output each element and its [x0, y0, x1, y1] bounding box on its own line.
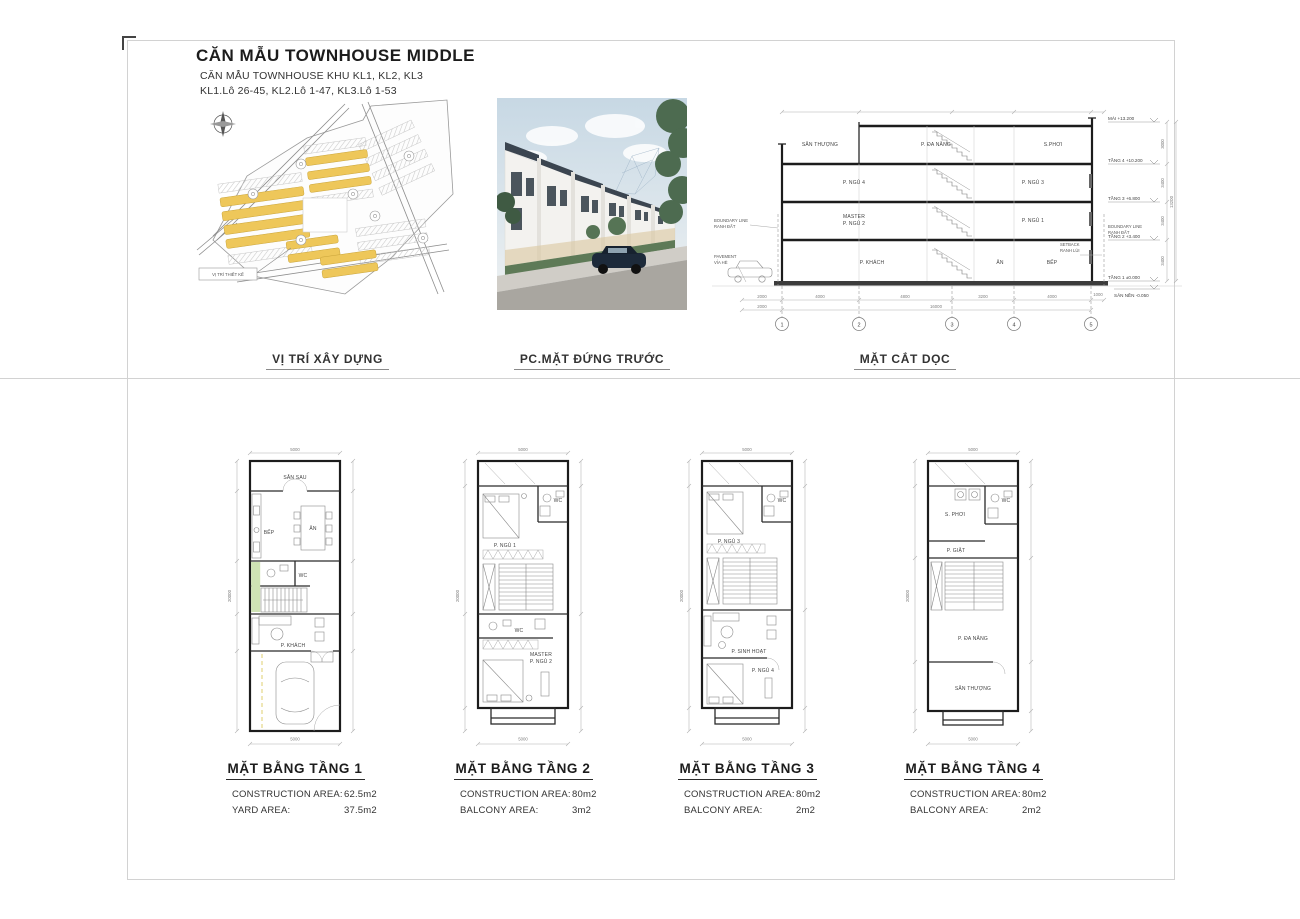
svg-text:13200: 13200 — [1169, 196, 1174, 208]
svg-text:1: 1 — [780, 322, 784, 329]
compass-icon — [210, 111, 236, 137]
planter — [943, 711, 1003, 725]
area-value: 3m2 — [572, 805, 592, 816]
svg-text:3400: 3400 — [1160, 178, 1165, 188]
area-label: CONSTRUCTION AREA: — [910, 789, 1021, 800]
svg-text:P. NGỦ 2: P. NGỦ 2 — [529, 659, 553, 665]
area-label: BALCONY AREA: — [460, 805, 539, 816]
balcony — [491, 708, 555, 724]
plan-1-areas — [232, 784, 402, 816]
svg-text:20000: 20000 — [679, 590, 684, 602]
stairs — [483, 564, 553, 610]
svg-text:5000: 5000 — [968, 447, 978, 452]
svg-text:20000: 20000 — [905, 590, 910, 602]
svg-text:3400: 3400 — [1160, 256, 1165, 266]
wardrobe — [707, 544, 765, 553]
floor-plan-2-drawing — [408, 446, 638, 751]
area-value: 2m2 — [1022, 805, 1042, 816]
svg-text:BOUNDARY LINE: BOUNDARY LINE — [714, 218, 749, 223]
svg-text:RANH LÙI: RANH LÙI — [1060, 248, 1080, 253]
doors — [280, 479, 340, 731]
door — [993, 662, 1005, 674]
area-value: 2m2 — [796, 805, 816, 816]
svg-text:P. NGỦ 3: P. NGỦ 3 — [717, 539, 741, 545]
svg-text:5000: 5000 — [742, 447, 752, 452]
svg-text:MÁI +13.200: MÁI +13.200 — [1108, 116, 1135, 121]
svg-text:SÂN NỀN -0.050: SÂN NỀN -0.050 — [1114, 293, 1149, 298]
svg-text:WC: WC — [298, 573, 308, 579]
svg-text:MASTER: MASTER — [842, 214, 866, 220]
area-value: 37.5m2 — [344, 805, 377, 816]
wc-fixtures — [988, 491, 1012, 518]
stairs — [261, 588, 307, 612]
laundry-machines — [955, 489, 980, 500]
svg-text:5000: 5000 — [290, 447, 300, 452]
svg-text:P. GIẶT: P. GIẶT — [946, 548, 966, 554]
section-room-labels — [802, 141, 1062, 266]
plan-2-title: MẶT BẰNG TẦNG 2 — [454, 761, 593, 780]
site-park — [303, 198, 347, 232]
svg-text:BOUNDARY LINE: BOUNDARY LINE — [1108, 224, 1143, 229]
plan-4-areas — [910, 784, 1080, 816]
area-label: CONSTRUCTION AREA: — [460, 789, 571, 800]
page-title: CĂN MẪU TOWNHOUSE MIDDLE — [196, 46, 475, 65]
svg-text:WC: WC — [553, 498, 563, 504]
section-stairs — [932, 130, 972, 278]
area-value: 80m2 — [796, 789, 821, 800]
svg-text:VỈA HÈ: VỈA HÈ — [714, 260, 728, 265]
corner-mark — [122, 36, 136, 50]
area-label: CONSTRUCTION AREA: — [684, 789, 795, 800]
page-subtitle-1: CĂN MẪU TOWNHOUSE KHU KL1, KL2, KL3 — [200, 70, 424, 82]
stairs — [931, 562, 1003, 610]
svg-text:VỊ TRÍ THIẾT KẾ: VỊ TRÍ THIẾT KẾ — [212, 272, 244, 277]
area-label: BALCONY AREA: — [684, 805, 763, 816]
svg-text:5000: 5000 — [968, 736, 978, 742]
svg-text:20000: 20000 — [455, 590, 460, 602]
svg-text:4000: 4000 — [815, 294, 825, 299]
svg-text:P. NGỦ 1: P. NGỦ 1 — [493, 543, 517, 549]
plan-3-title: MẶT BẰNG TẦNG 3 — [678, 761, 817, 780]
svg-text:5000: 5000 — [290, 736, 300, 742]
svg-text:4800: 4800 — [900, 294, 910, 299]
svg-text:5000: 5000 — [518, 736, 528, 742]
svg-text:MASTER: MASTER — [529, 652, 553, 658]
kitchen-fixtures — [252, 494, 261, 558]
area-value: 80m2 — [1022, 789, 1047, 800]
svg-text:2: 2 — [857, 322, 861, 329]
svg-text:5000: 5000 — [518, 447, 528, 452]
svg-text:ĂN: ĂN — [309, 526, 317, 532]
longitudinal-section-drawing — [712, 78, 1182, 340]
boundary-left-label — [714, 218, 778, 229]
area-label: BALCONY AREA: — [910, 805, 989, 816]
svg-text:P. KHÁCH: P. KHÁCH — [280, 643, 306, 649]
ground-slab — [774, 281, 1108, 286]
section-car — [728, 261, 772, 282]
section-caption: MẶT CẮT DỌC — [854, 352, 957, 370]
site-plan-caption: VỊ TRÍ XÂY DỰNG — [266, 352, 389, 370]
level-markers — [1108, 115, 1160, 298]
svg-text:3200: 3200 — [978, 294, 988, 299]
plan-3-areas — [684, 784, 854, 816]
svg-text:1000: 1000 — [1093, 292, 1103, 297]
svg-text:S.PHƠI: S.PHƠI — [1043, 142, 1063, 148]
balcony — [715, 708, 779, 724]
svg-text:TẦNG 4 +10.200: TẦNG 4 +10.200 — [1108, 158, 1143, 163]
svg-text:SÂN THƯỢNG: SÂN THƯỢNG — [954, 686, 992, 692]
family-room-furniture — [704, 613, 776, 649]
svg-text:RANH ĐẤT: RANH ĐẤT — [714, 224, 736, 229]
svg-text:S. PHƠI: S. PHƠI — [944, 512, 966, 518]
svg-text:5000: 5000 — [742, 736, 752, 742]
plan-1-title: MẶT BẰNG TẦNG 1 — [226, 761, 365, 780]
svg-text:P. NGỦ 4: P. NGỦ 4 — [842, 180, 866, 186]
svg-text:ĂN: ĂN — [996, 260, 1004, 266]
plan-4-title: MẶT BẰNG TẦNG 4 — [904, 761, 1043, 780]
sheet-divider — [0, 378, 1300, 379]
green-strip — [251, 562, 260, 612]
svg-text:P. ĐA NĂNG: P. ĐA NĂNG — [921, 142, 951, 148]
svg-text:RANH ĐẤT: RANH ĐẤT — [1108, 230, 1130, 235]
svg-text:P. KHÁCH: P. KHÁCH — [859, 260, 885, 266]
svg-text:4000: 4000 — [1047, 294, 1057, 299]
area-label: YARD AREA: — [232, 805, 291, 816]
svg-text:3000: 3000 — [1160, 139, 1165, 149]
svg-text:TẦNG 2 +3.400: TẦNG 2 +3.400 — [1108, 234, 1141, 239]
stairs — [707, 558, 777, 604]
area-label: CONSTRUCTION AREA: — [232, 789, 343, 800]
bed-3 — [707, 492, 743, 534]
svg-text:P. NGỦ 2: P. NGỦ 2 — [842, 221, 866, 227]
bed-1 — [483, 494, 527, 539]
wardrobe-top — [483, 550, 543, 559]
svg-text:P. NGỦ 3: P. NGỦ 3 — [1021, 180, 1045, 186]
svg-text:3400: 3400 — [1160, 216, 1165, 226]
svg-text:BẾP: BẾP — [1046, 260, 1058, 266]
page-subtitle-2: KL1.Lô 26-45, KL2.Lô 1-47, KL3.Lô 1-53 — [200, 85, 397, 97]
site-plan-drawing — [195, 98, 460, 310]
svg-text:SÂN SAU: SÂN SAU — [283, 475, 307, 481]
svg-text:3: 3 — [950, 322, 954, 329]
svg-text:WC: WC — [1001, 498, 1011, 504]
floor-plan-4-drawing — [858, 446, 1088, 751]
svg-text:5: 5 — [1089, 322, 1093, 329]
living-furniture — [252, 616, 324, 644]
svg-text:TẦNG 1 ±0.000: TẦNG 1 ±0.000 — [1108, 275, 1140, 280]
svg-text:16000: 16000 — [930, 304, 942, 309]
area-value: 80m2 — [572, 789, 597, 800]
car-plan — [276, 662, 314, 724]
svg-text:4: 4 — [1012, 322, 1016, 329]
front-elevation-render — [497, 98, 687, 310]
plan-2-areas — [460, 784, 630, 816]
svg-text:WC: WC — [777, 498, 787, 504]
svg-text:2000: 2000 — [757, 294, 767, 299]
floor-plan-3-drawing — [632, 446, 862, 751]
wc-fixtures — [267, 565, 288, 577]
area-value: 62.5m2 — [344, 789, 377, 800]
floor-plan-1-drawing — [180, 446, 410, 751]
setback-label — [1060, 242, 1102, 255]
svg-text:P. ĐA NĂNG: P. ĐA NĂNG — [958, 636, 988, 642]
svg-text:P. SINH HOẠT: P. SINH HOẠT — [731, 649, 767, 655]
svg-text:WC: WC — [514, 628, 524, 634]
svg-text:BẾP: BẾP — [263, 530, 275, 536]
render-caption: PC.MẶT ĐỨNG TRƯỚC — [514, 352, 670, 370]
svg-text:2000: 2000 — [757, 304, 767, 309]
wardrobe-bottom — [483, 640, 538, 649]
svg-text:P. NGỦ 1: P. NGỦ 1 — [1021, 218, 1045, 224]
svg-text:TẦNG 3 +6.800: TẦNG 3 +6.800 — [1108, 196, 1141, 201]
svg-text:P. NGỦ 4: P. NGỦ 4 — [751, 668, 775, 674]
bed-master — [483, 660, 549, 702]
svg-text:SÂN THƯỢNG: SÂN THƯỢNG — [801, 142, 839, 148]
svg-text:SETBACK: SETBACK — [1060, 242, 1080, 247]
svg-text:PAVEMENT: PAVEMENT — [714, 254, 737, 259]
svg-text:20000: 20000 — [227, 590, 232, 602]
